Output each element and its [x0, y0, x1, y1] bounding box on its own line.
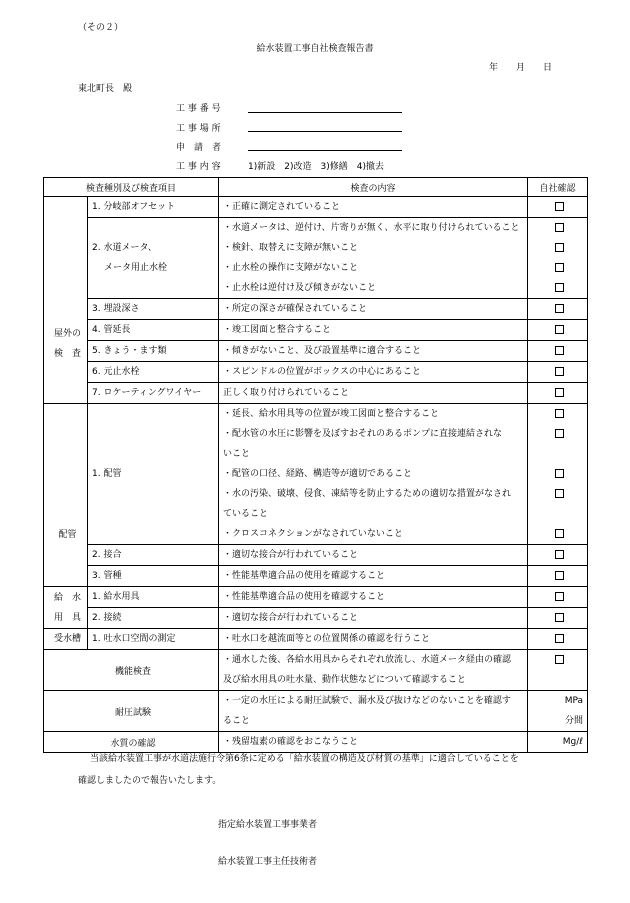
checkbox[interactable]	[555, 409, 564, 418]
work-content-label: 工 事 内 容	[176, 162, 221, 172]
item-name: 1. 給水用具	[88, 587, 219, 608]
item-name: 1. 分岐部オフセット	[88, 197, 219, 218]
checkbox[interactable]	[555, 243, 564, 252]
category-fixtures	[44, 587, 88, 629]
item-name: 2. 接合	[88, 545, 219, 566]
item-content: ・延長、給水用具等の位置が竣工図面と整合すること ・配水管の水圧に影響を及ぼすおそれのあるポンプに直接連結されな いこと ・配管の口径、経路、構造等が適切であること ・水の汚染、破壊、侵食、凍結等を防止するための適切な措置がなされ ていること ・クロスコネクションがなされていないこと	[219, 404, 528, 545]
category-fixtures-line1: 給 水	[53, 592, 81, 603]
water-quality-label: 水質の確認	[44, 732, 219, 753]
checkbox[interactable]	[555, 346, 564, 355]
function-test-label: 機能検査	[44, 650, 219, 691]
statement-line1: 当該給水装置工事が水道法施行令第6条に定める「給水装置の構造及び材質の基準」に適合していることを	[90, 754, 519, 764]
item-content: ・竣工図面と整合すること	[219, 320, 528, 341]
item-name: 3. 管種	[88, 566, 219, 587]
table-row	[44, 197, 588, 218]
checkbox[interactable]	[555, 304, 564, 313]
applicant-field[interactable]	[248, 150, 402, 151]
table-row	[44, 629, 588, 650]
inspection-table	[43, 177, 588, 753]
table-row	[44, 362, 588, 383]
self-check-cell	[528, 608, 588, 629]
checkbox[interactable]	[555, 489, 564, 498]
self-check-cell	[528, 197, 588, 218]
item-name: 1. 吐水口空間の測定	[88, 629, 219, 650]
self-check-cell	[528, 545, 588, 566]
item-content: 正しく取り付けられていること	[219, 383, 528, 404]
table-row	[44, 545, 588, 566]
category-fixtures-line2: 用 具	[53, 612, 81, 623]
table-row	[44, 691, 588, 732]
self-check-cell	[528, 650, 588, 691]
checkbox[interactable]	[555, 388, 564, 397]
signatory-chief-engineer: 給水装置工事主任技術者	[218, 857, 318, 867]
item-content: ・一定の水圧による耐圧試験で、漏水及び抜けなどのないことを確認す ること	[219, 691, 528, 732]
table-row	[44, 218, 588, 299]
checkbox[interactable]	[555, 263, 564, 272]
item-name: 5. きょう・ます類	[88, 341, 219, 362]
pressure-test-label: 耐圧試験	[44, 691, 219, 732]
table-header-row	[44, 178, 588, 197]
self-check-cell	[528, 341, 588, 362]
self-check-cell	[528, 320, 588, 341]
self-check-cell	[528, 218, 588, 299]
item-content: ・水道メータは、逆付け、片寄りが無く、水平に取り付けられていること ・検針、取替えに支障が無いこと ・止水栓の操作に支障がないこと ・止水栓は逆付け及び傾きがないこと	[219, 218, 528, 299]
category-piping-label: 配管	[58, 530, 77, 540]
checkbox[interactable]	[555, 469, 564, 478]
work-location-field[interactable]	[248, 131, 402, 132]
table-row	[44, 404, 588, 545]
table-row	[44, 299, 588, 320]
checkbox[interactable]	[555, 202, 564, 211]
date-label: 年 月 日	[489, 63, 553, 73]
pressure-unit: MPa	[564, 696, 584, 706]
item-name: 2. 接続	[88, 608, 219, 629]
item-content: ・吐水口を越流面等との位置関係の確認を行うこと	[219, 629, 528, 650]
self-check-cell	[528, 383, 588, 404]
table-row	[44, 566, 588, 587]
addressee: 東北町長 殿	[78, 84, 133, 94]
checkbox[interactable]	[555, 613, 564, 622]
checkbox[interactable]	[555, 325, 564, 334]
checkbox[interactable]	[555, 223, 564, 232]
signatory-contractor: 指定給水装置工事事業者	[218, 820, 318, 830]
checkbox[interactable]	[555, 655, 564, 664]
header-inspection-content: 検査の内容	[219, 178, 528, 197]
item-content: ・通水した後、各給水用具からそれぞれ放流し、水道メータ経由の確認 及び給水用具の吐水量、動作状態などについて確認すること	[219, 650, 528, 691]
item-content: ・性能基準適合品の使用を確認すること	[219, 566, 528, 587]
item-name: 7. ロケーティングワイヤー	[88, 383, 219, 404]
item-name: 3. 埋設深さ	[88, 299, 219, 320]
item-content: ・残留塩素の確認をおこなうこと	[219, 732, 528, 753]
document-title: 給水装置工事自社検査報告書	[256, 44, 374, 54]
item-name: 2. 水道メータ、 メータ用止水栓	[88, 218, 219, 299]
duration-unit: 分間	[565, 716, 584, 726]
category-tank: 受水槽	[44, 629, 88, 650]
table-row	[44, 608, 588, 629]
category-piping	[44, 404, 88, 587]
work-content-options: 1)新設 2)改造 3)修繕 4)撤去	[248, 162, 384, 172]
table-row	[44, 383, 588, 404]
category-outdoor-line2: 検 査	[53, 349, 81, 359]
checkbox[interactable]	[555, 283, 564, 292]
checkbox[interactable]	[555, 592, 564, 601]
checkbox[interactable]	[555, 550, 564, 559]
water-quality-unit-cell[interactable]	[528, 732, 588, 753]
self-check-cell	[528, 299, 588, 320]
self-check-cell	[528, 566, 588, 587]
item-content: ・スピンドルの位置がボックスの中心にあること	[219, 362, 528, 383]
checkbox[interactable]	[555, 367, 564, 376]
chlorine-unit: Mg/ℓ	[562, 737, 584, 747]
item-name: 1. 配管	[88, 404, 219, 545]
item-content: ・正確に測定されていること	[219, 197, 528, 218]
checkbox[interactable]	[555, 571, 564, 580]
work-location-label: 工 事 場 所	[176, 124, 221, 134]
self-check-cell	[528, 629, 588, 650]
page-label: （その２）	[78, 23, 124, 33]
checkbox[interactable]	[555, 634, 564, 643]
item-content: ・適切な接合が行われていること	[219, 545, 528, 566]
work-number-label: 工 事 番 号	[176, 104, 221, 114]
header-inspection-item: 検査種別及び検査項目	[44, 178, 219, 197]
item-content: ・適切な接合が行われていること	[219, 608, 528, 629]
item-name: 6. 元止水栓	[88, 362, 219, 383]
header-self-check: 自社確認	[528, 178, 588, 197]
checkbox[interactable]	[555, 429, 564, 438]
statement-line2: 確認しましたので報告いたします。	[78, 776, 222, 786]
item-name: 4. 管延長	[88, 320, 219, 341]
self-check-cell	[528, 404, 588, 545]
category-outdoor	[44, 197, 88, 404]
pressure-test-unit-cell[interactable]	[528, 691, 588, 732]
category-outdoor-line1: 屋外の	[53, 329, 81, 339]
item-content: ・性能基準適合品の使用を確認すること	[219, 587, 528, 608]
table-row	[44, 341, 588, 362]
self-check-cell	[528, 362, 588, 383]
work-number-field[interactable]	[248, 112, 402, 113]
checkbox[interactable]	[555, 529, 564, 538]
applicant-label: 申 請 者	[176, 143, 222, 153]
item-content: ・所定の深さが確保されていること	[219, 299, 528, 320]
table-row	[44, 320, 588, 341]
table-row	[44, 587, 588, 608]
self-check-cell	[528, 587, 588, 608]
item-content: ・傾きがないこと、及び設置基準に適合すること	[219, 341, 528, 362]
table-row	[44, 650, 588, 691]
